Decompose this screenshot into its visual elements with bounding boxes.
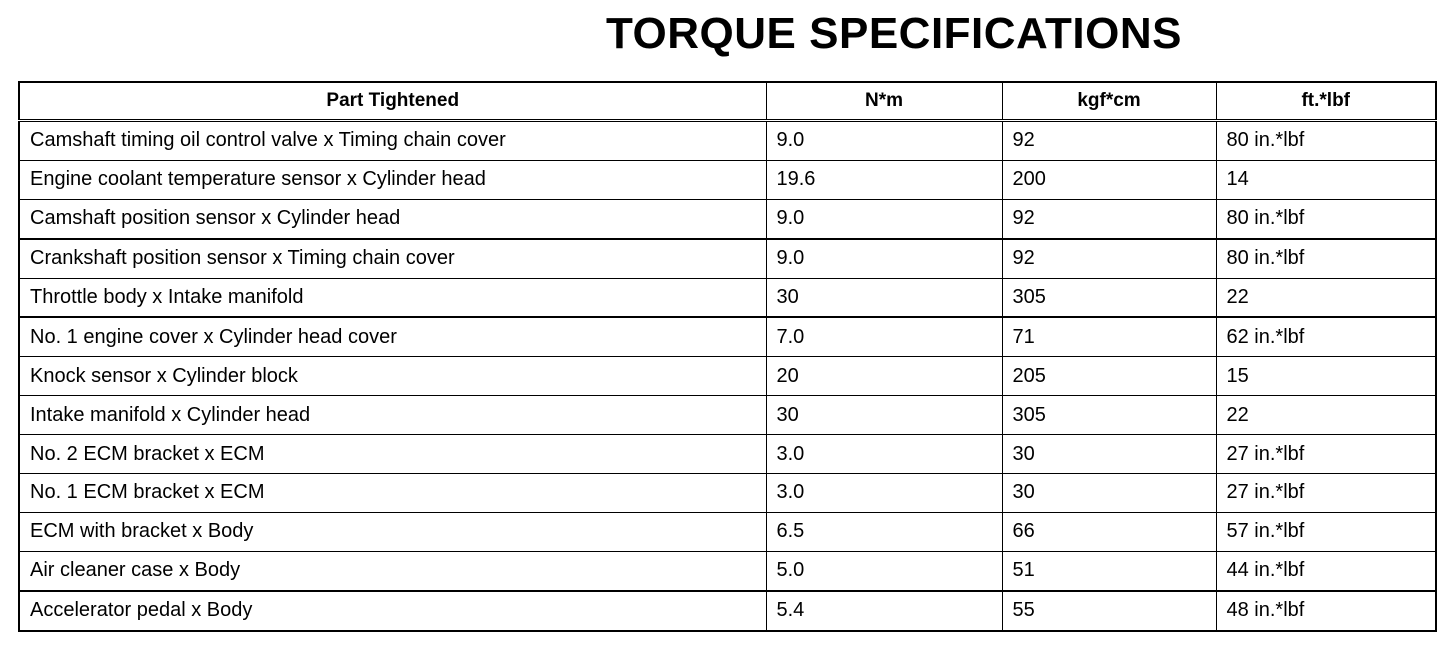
nm-cell: 9.0 bbox=[766, 239, 1002, 278]
ftlbf-cell: 80 in.*lbf bbox=[1216, 199, 1436, 238]
kgfcm-cell: 200 bbox=[1002, 160, 1216, 199]
table-body bbox=[19, 121, 1436, 631]
ftlbf-cell: 27 in.*lbf bbox=[1216, 435, 1436, 474]
part-cell: Intake manifold x Cylinder head bbox=[19, 396, 766, 435]
part-cell: ECM with bracket x Body bbox=[19, 512, 766, 551]
table-row bbox=[19, 591, 1436, 631]
table-header-row bbox=[19, 82, 1436, 121]
header-nm: N*m bbox=[766, 82, 1002, 121]
nm-cell: 3.0 bbox=[766, 435, 1002, 474]
part-cell: No. 1 ECM bracket x ECM bbox=[19, 474, 766, 513]
nm-cell: 5.0 bbox=[766, 551, 1002, 590]
table-row bbox=[19, 435, 1436, 474]
torque-spec-table bbox=[18, 81, 1437, 632]
nm-cell: 20 bbox=[766, 357, 1002, 396]
ftlbf-cell: 14 bbox=[1216, 160, 1436, 199]
part-cell: Knock sensor x Cylinder block bbox=[19, 357, 766, 396]
part-cell: Air cleaner case x Body bbox=[19, 551, 766, 590]
nm-cell: 6.5 bbox=[766, 512, 1002, 551]
kgfcm-cell: 92 bbox=[1002, 239, 1216, 278]
kgfcm-cell: 305 bbox=[1002, 396, 1216, 435]
nm-cell: 30 bbox=[766, 278, 1002, 317]
ftlbf-cell: 27 in.*lbf bbox=[1216, 474, 1436, 513]
ftlbf-cell: 80 in.*lbf bbox=[1216, 239, 1436, 278]
part-cell: Accelerator pedal x Body bbox=[19, 591, 766, 631]
kgfcm-cell: 305 bbox=[1002, 278, 1216, 317]
table-row bbox=[19, 199, 1436, 238]
kgfcm-cell: 51 bbox=[1002, 551, 1216, 590]
part-cell: No. 1 engine cover x Cylinder head cover bbox=[19, 317, 766, 356]
part-cell: Camshaft timing oil control valve x Timing chain cover bbox=[19, 121, 766, 161]
ftlbf-cell: 15 bbox=[1216, 357, 1436, 396]
ftlbf-cell: 22 bbox=[1216, 278, 1436, 317]
header-part-tightened: Part Tightened bbox=[19, 82, 766, 121]
kgfcm-cell: 92 bbox=[1002, 199, 1216, 238]
ftlbf-cell: 22 bbox=[1216, 396, 1436, 435]
ftlbf-cell: 62 in.*lbf bbox=[1216, 317, 1436, 356]
kgfcm-cell: 71 bbox=[1002, 317, 1216, 356]
kgfcm-cell: 55 bbox=[1002, 591, 1216, 631]
part-cell: No. 2 ECM bracket x ECM bbox=[19, 435, 766, 474]
nm-cell: 5.4 bbox=[766, 591, 1002, 631]
ftlbf-cell: 57 in.*lbf bbox=[1216, 512, 1436, 551]
table-row bbox=[19, 357, 1436, 396]
kgfcm-cell: 92 bbox=[1002, 121, 1216, 161]
nm-cell: 7.0 bbox=[766, 317, 1002, 356]
ftlbf-cell: 80 in.*lbf bbox=[1216, 121, 1436, 161]
nm-cell: 30 bbox=[766, 396, 1002, 435]
table-row bbox=[19, 396, 1436, 435]
ftlbf-cell: 44 in.*lbf bbox=[1216, 551, 1436, 590]
table-row bbox=[19, 278, 1436, 317]
table-row bbox=[19, 160, 1436, 199]
kgfcm-cell: 30 bbox=[1002, 435, 1216, 474]
table-row bbox=[19, 551, 1436, 590]
table-row bbox=[19, 317, 1436, 356]
kgfcm-cell: 30 bbox=[1002, 474, 1216, 513]
kgfcm-cell: 66 bbox=[1002, 512, 1216, 551]
nm-cell: 9.0 bbox=[766, 121, 1002, 161]
header-ftlbf: ft.*lbf bbox=[1216, 82, 1436, 121]
table-row bbox=[19, 512, 1436, 551]
header-kgfcm: kgf*cm bbox=[1002, 82, 1216, 121]
kgfcm-cell: 205 bbox=[1002, 357, 1216, 396]
part-cell: Crankshaft position sensor x Timing chain cover bbox=[19, 239, 766, 278]
table-row bbox=[19, 239, 1436, 278]
part-cell: Camshaft position sensor x Cylinder head bbox=[19, 199, 766, 238]
nm-cell: 3.0 bbox=[766, 474, 1002, 513]
table-row bbox=[19, 121, 1436, 161]
ftlbf-cell: 48 in.*lbf bbox=[1216, 591, 1436, 631]
nm-cell: 9.0 bbox=[766, 199, 1002, 238]
part-cell: Throttle body x Intake manifold bbox=[19, 278, 766, 317]
table-row bbox=[19, 474, 1436, 513]
nm-cell: 19.6 bbox=[766, 160, 1002, 199]
page-title: TORQUE SPECIFICATIONS bbox=[605, 9, 1183, 58]
part-cell: Engine coolant temperature sensor x Cylinder head bbox=[19, 160, 766, 199]
